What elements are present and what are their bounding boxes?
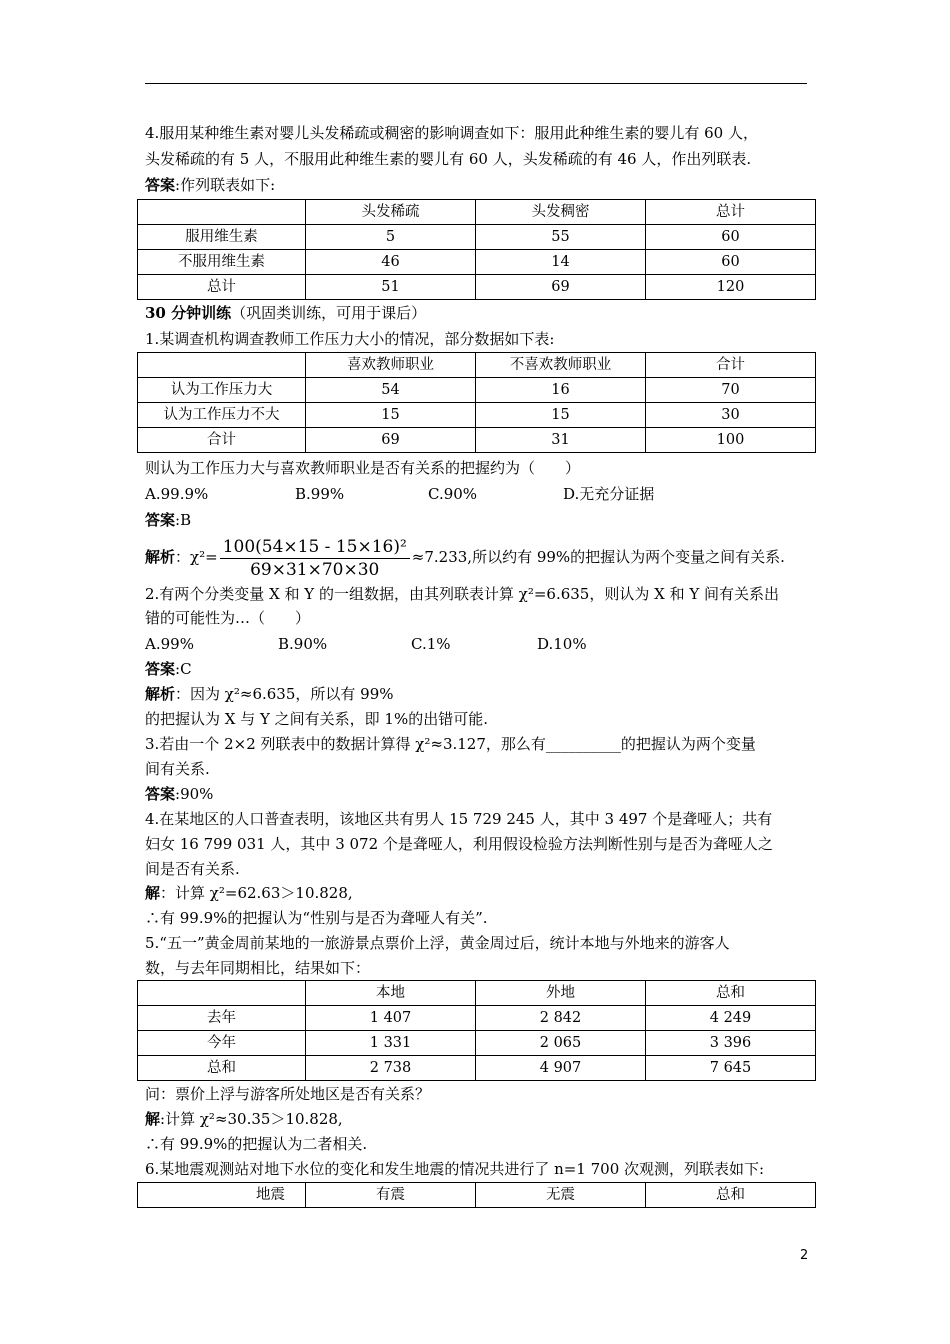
table-cell: 4 249	[646, 1006, 816, 1031]
table-cell: 60	[646, 250, 816, 275]
table-cell: 51	[306, 275, 476, 300]
table-cell: 3 396	[646, 1031, 816, 1056]
analysis-label: 解析	[145, 685, 176, 703]
solution-label: 解	[145, 884, 161, 902]
analysis-suffix: ≈7.233,所以约有 99%的把握认为两个变量之间有关系.	[411, 548, 785, 566]
table-cell: 4 907	[476, 1056, 646, 1081]
p1-answer	[145, 510, 191, 530]
option-d: D.无充分证据	[563, 485, 655, 503]
p5-question: 问：票价上浮与游客所处地区是否有关系？	[145, 1085, 431, 1103]
table-cell: 2 842	[476, 1006, 646, 1031]
table-cell: 60	[646, 225, 816, 250]
table-cell: 今年	[138, 1031, 306, 1056]
table-cell: 合计	[138, 428, 306, 453]
table-row	[138, 275, 816, 300]
table-cell: 总计	[138, 275, 306, 300]
table-row	[138, 1031, 816, 1056]
option-a: A.99.9%	[145, 485, 209, 503]
p1-stem: 1.某调查机构调查教师工作压力大小的情况，部分数据如下表:	[145, 330, 555, 348]
table-cell	[138, 200, 306, 225]
table-cell: 总计	[646, 200, 816, 225]
p5-line2: 数，与去年同期相比，结果如下：	[145, 959, 371, 977]
answer-text: :B	[175, 511, 192, 529]
vitamin-table	[137, 199, 816, 300]
table-cell: 有震	[306, 1183, 476, 1208]
table-row	[138, 981, 816, 1006]
table-cell: 100	[646, 428, 816, 453]
table-cell: 服用维生素	[138, 225, 306, 250]
p3-answer	[145, 784, 213, 804]
p4-line2: 妇女 16 799 031 人，其中 3 072 个是聋哑人，利用假设检验方法判断性别与是否为聋哑人之	[145, 835, 773, 853]
table-row	[138, 250, 816, 275]
q4-prev-line1: 4.服用某种维生素对婴儿头发稀疏或稠密的影响调查如下：服用此种维生素的婴儿有 60 人，	[145, 124, 758, 142]
table-cell: 外地	[476, 981, 646, 1006]
section-title: 30 分钟训练	[145, 304, 232, 322]
table-row	[138, 403, 816, 428]
p1-question: 则认为工作压力大与喜欢教师职业是否有关系的把握约为（ ）	[145, 459, 581, 477]
table-cell: 头发稠密	[476, 200, 646, 225]
table-cell: 不服用维生素	[138, 250, 306, 275]
p2-options	[145, 634, 587, 654]
p1-analysis	[145, 534, 785, 581]
answer-label: 答案	[145, 660, 176, 678]
table-cell: 7 645	[646, 1056, 816, 1081]
p4-solution	[145, 883, 353, 903]
table-cell	[138, 353, 306, 378]
option-c: C.1%	[411, 635, 451, 653]
table-cell: 2 065	[476, 1031, 646, 1056]
page-number: 2	[800, 1248, 809, 1263]
p3-line1: 3.若由一个 2×2 列联表中的数据计算得 χ²≈3.127，那么有__________的把握认为两个变量	[145, 735, 756, 753]
p2-line2: 错的可能性为…（ ）	[145, 609, 311, 627]
table-cell: 不喜欢教师职业	[476, 353, 646, 378]
table-row	[138, 378, 816, 403]
p4-line1: 4.在某地区的人口普查表明，该地区共有男人 15 729 245 人，其中 3 497 个是聋哑人；共有	[145, 810, 773, 828]
option-c: C.90%	[428, 485, 478, 503]
analysis-prefix: ：χ²=	[175, 548, 218, 566]
fraction-denominator: 69×31×70×30	[250, 559, 380, 580]
solution-label: 解	[145, 1110, 161, 1128]
table-cell: 69	[476, 275, 646, 300]
table-cell: 31	[476, 428, 646, 453]
table-cell: 1 331	[306, 1031, 476, 1056]
p5-conclusion: ∴有 99.9%的把握认为二者相关.	[145, 1135, 368, 1153]
table-row	[138, 1006, 816, 1031]
table-cell: 总和	[646, 1183, 816, 1208]
table-cell: 认为工作压力大	[138, 378, 306, 403]
header-rule	[145, 83, 807, 84]
option-b: B.99%	[295, 485, 345, 503]
table-cell	[138, 981, 306, 1006]
p3-line2: 间有关系.	[145, 760, 210, 778]
table-cell: 头发稀疏	[306, 200, 476, 225]
p4-line3: 间是否有关系.	[145, 860, 240, 878]
table-cell: 46	[306, 250, 476, 275]
table-row	[138, 1183, 816, 1208]
option-a: A.99%	[145, 635, 194, 653]
table-cell: 54	[306, 378, 476, 403]
answer-text: :C	[175, 660, 192, 678]
answer-text: :作列联表如下:	[175, 176, 276, 194]
tourist-table	[137, 980, 816, 1081]
table-row	[138, 428, 816, 453]
table-cell: 地震	[138, 1183, 306, 1208]
option-b: B.90%	[278, 635, 328, 653]
table-row	[138, 1056, 816, 1081]
table-row	[138, 353, 816, 378]
table-row	[138, 225, 816, 250]
chi-square-fraction	[220, 536, 410, 581]
pressure-table	[137, 352, 816, 453]
table-cell: 55	[476, 225, 646, 250]
q4-prev-answer	[145, 175, 275, 195]
table-cell: 14	[476, 250, 646, 275]
option-d: D.10%	[537, 635, 587, 653]
solution-text: ：计算 χ²=62.63＞10.828,	[160, 884, 353, 902]
p4-conclusion: ∴有 99.9%的把握认为“性别与是否为聋哑人有关”.	[145, 909, 488, 927]
answer-label: 答案	[145, 785, 176, 803]
table-cell: 去年	[138, 1006, 306, 1031]
table-cell: 70	[646, 378, 816, 403]
table-cell: 2 738	[306, 1056, 476, 1081]
p6-line1: 6.某地震观测站对地下水位的变化和发生地震的情况共进行了 n=1 700 次观测，列联表如下:	[145, 1160, 765, 1178]
answer-label: 答案	[145, 511, 176, 529]
table-cell: 69	[306, 428, 476, 453]
table-cell: 合计	[646, 353, 816, 378]
table-cell: 喜欢教师职业	[306, 353, 476, 378]
p2-analysis-line2: 的把握认为 X 与 Y 之间有关系，即 1%的出错可能.	[145, 710, 488, 728]
p2-line1: 2.有两个分类变量 X 和 Y 的一组数据，由其列联表计算 χ²=6.635，则认为 X 和 Y 间有关系出	[145, 585, 780, 603]
analysis-text: ：因为 χ²≈6.635，所以有 99%	[175, 685, 394, 703]
solution-text: :计算 χ²≈30.35＞10.828,	[160, 1110, 343, 1128]
p2-answer	[145, 659, 192, 679]
table-cell: 总和	[646, 981, 816, 1006]
section-subtitle: （巩固类训练，可用于课后）	[231, 304, 427, 322]
analysis-label: 解析	[145, 548, 176, 566]
table-cell: 15	[306, 403, 476, 428]
table-cell: 16	[476, 378, 646, 403]
p5-line1: 5.“五一”黄金周前某地的一旅游景点票价上浮，黄金周过后，统计本地与外地来的游客人	[145, 934, 730, 952]
table-row	[138, 200, 816, 225]
answer-label: 答案	[145, 176, 176, 194]
table-cell: 无震	[476, 1183, 646, 1208]
table-cell: 120	[646, 275, 816, 300]
table-cell: 15	[476, 403, 646, 428]
p5-solution	[145, 1109, 343, 1129]
table-cell: 1 407	[306, 1006, 476, 1031]
q4-prev-line2: 头发稀疏的有 5 人，不服用此种维生素的婴儿有 60 人，头发稀疏的有 46 人，作出列联表.	[145, 150, 752, 168]
p2-analysis-line1	[145, 684, 394, 704]
table-cell: 5	[306, 225, 476, 250]
table-cell: 总和	[138, 1056, 306, 1081]
answer-text: :90%	[175, 785, 214, 803]
table-cell: 认为工作压力不大	[138, 403, 306, 428]
p1-options	[145, 484, 654, 504]
section-heading	[145, 303, 426, 323]
earthquake-table	[137, 1182, 816, 1208]
table-cell: 30	[646, 403, 816, 428]
table-cell: 本地	[306, 981, 476, 1006]
fraction-numerator: 100(54×15 - 15×16)²	[220, 536, 410, 559]
